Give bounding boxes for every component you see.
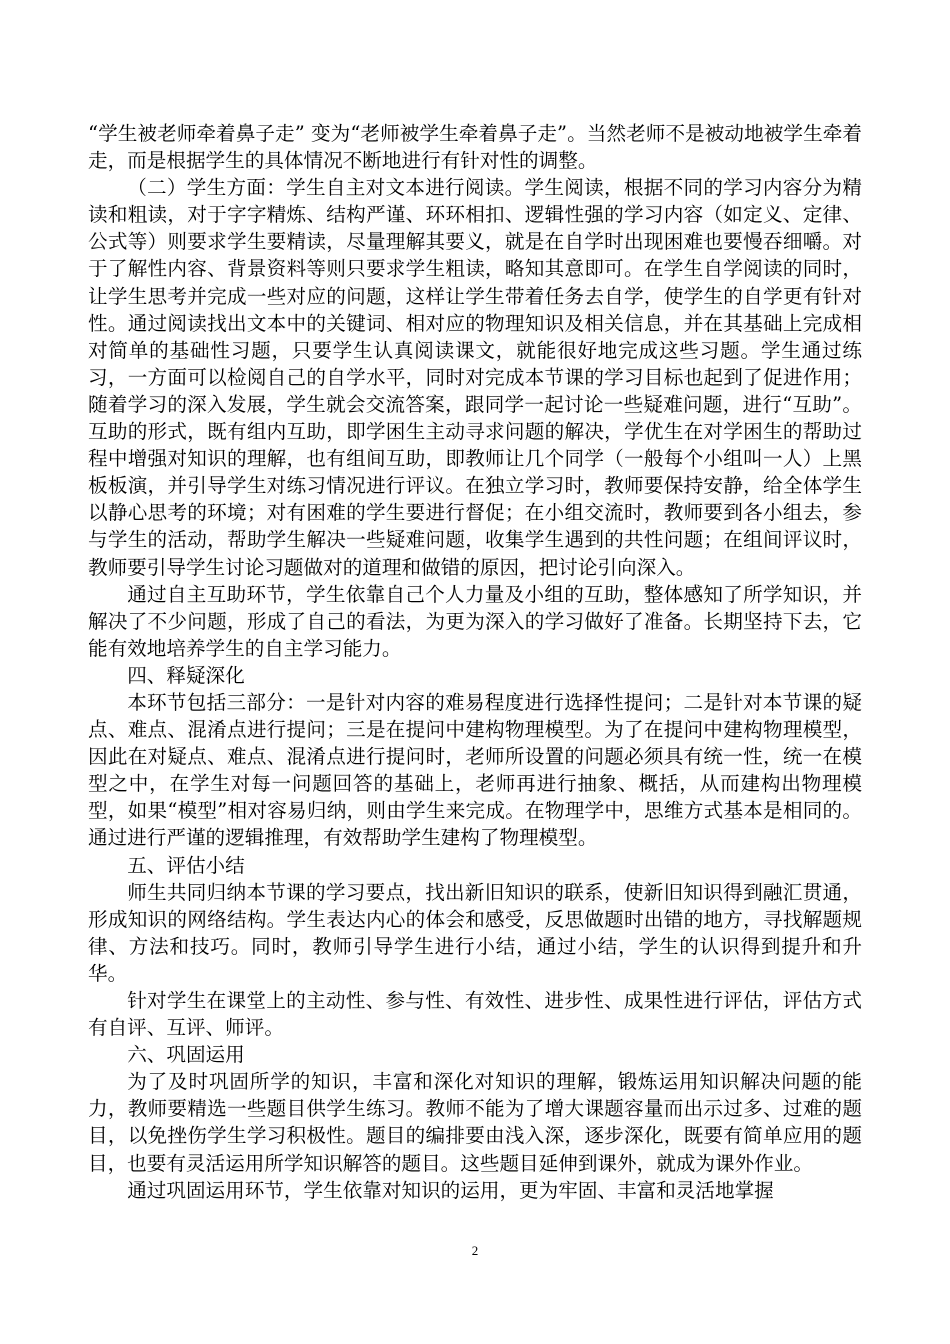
paragraph-continuation: “学生被老师牵着鼻子走” 变为“老师被学生牵着鼻子走”。当然老师不是被动地被学生牵着走，而是根据学生的具体情况不断地进行有针对性的调整。 (88, 122, 862, 173)
section-heading-clarify: 四、释疑深化 (127, 663, 245, 687)
paragraph-mutual-help-summary: 通过自主互助环节，学生依靠自己个人力量及小组的互助，整体感知了所学知识，并解决了不少问题，形成了自己的看法，为更为深入的学习做好了准备。长期坚持下去，它能有效地培养学生的自主学习能力。 (88, 582, 862, 660)
document-body (88, 120, 862, 1204)
paragraph-evaluate-body: 师生共同归纳本节课的学习要点，找出新旧知识的联系，使新旧知识得到融汇贯通，形成知识的网络结构。学生表达内心的体会和感受，反思做题时出错的地方，寻找解题规律、方法和技巧。同时，教师引导学生进行小结，通过小结，学生的认识得到提升和升华。 (88, 880, 862, 985)
paragraph-student-aspect: （二）学生方面：学生自主对文本进行阅读。学生阅读，根据不同的学习内容分为精读和粗读，对于字字精炼、结构严谨、环环相扣、逻辑性强的学习内容（如定义、定律、公式等）则要求学生要精读，尽量理解其要义，就是在自学时出现困难也要慢吞细嚼。对于了解性内容、背景资料等则只要求学生粗读，略知其意即可。在学生自学阅读的同时，让学生思考并完成一些对应的问题，这样让学生带着任务去自学，使学生的自学更有针对性。通过阅读找出文本中的关键词、相对应的物理知识及相关信息，并在其基础上完成相对简单的基础性习题，只要学生认真阅读课文，就能很好地完成这些习题。学生通过练习，一方面可以检阅自己的自学水平，同时对完成本节课的学习目标也起到了促进作用；随着学习的深入发展，学生就会交流答案，跟同学一起讨论一些疑难问题，进行“互助”。互助的形式，既有组内互助，即学困生主动寻求问题的解决，学优生在对学困生的帮助过程中增强对知识的理解，也有组间互助，即教师让几个同学（一般每个小组叫一人）上黑板板演，并引导学生对练习情况进行评议。在独立学习时，教师要保持安静，给全体学生以静心思考的环境；对有困难的学生要进行督促；在小组交流时，教师要到各小组去，参与学生的活动，帮助学生解决一些疑难问题，收集学生遇到的共性问题；在组间评议时，教师要引导学生讨论习题做对的道理和做错的原因，把讨论引向深入。 (88, 176, 862, 579)
section-heading-consolidate: 六、巩固运用 (127, 1043, 245, 1067)
paragraph-consolidate-continued: 通过巩固运用环节，学生依靠对知识的运用，更为牢固、丰富和灵活地掌握 (127, 1178, 774, 1202)
paragraph-consolidate-body: 为了及时巩固所学的知识，丰富和深化对知识的理解，锻炼运用知识解决问题的能力，教师要精选一些题目供学生练习。教师不能为了增大课题容量而出示过多、过难的题目，以免挫伤学生学习积极性。题目的编排要由浅入深，逐步深化，既要有简单应用的题目，也要有灵活运用所学知识解答的题目。这些题目延伸到课外，就成为课外作业。 (88, 1070, 862, 1175)
paragraph-clarify-body: 本环节包括三部分：一是针对内容的难易程度进行选择性提问；二是针对本节课的疑点、难点、混淆点进行提问；三是在提问中建构物理模型。为了在提问中建构物理模型，因此在对疑点、难点、混淆点进行提问时，老师所设置的问题必须具有统一性，统一在模型之中，在学生对每一问题回答的基础上，老师再进行抽象、概括，从而建构出物理模型，如果“模型”相对容易归纳，则由学生来完成。在物理学中，思维方式基本是相同的。通过进行严谨的逻辑推理，有效帮助学生建构了物理模型。 (88, 690, 862, 850)
section-heading-evaluate: 五、评估小结 (127, 853, 245, 877)
paragraph-evaluate-methods: 针对学生在课堂上的主动性、参与性、有效性、进步性、成果性进行评估，评估方式有自评、互评、师评。 (88, 989, 862, 1040)
page-number: 2 (471, 1243, 479, 1258)
